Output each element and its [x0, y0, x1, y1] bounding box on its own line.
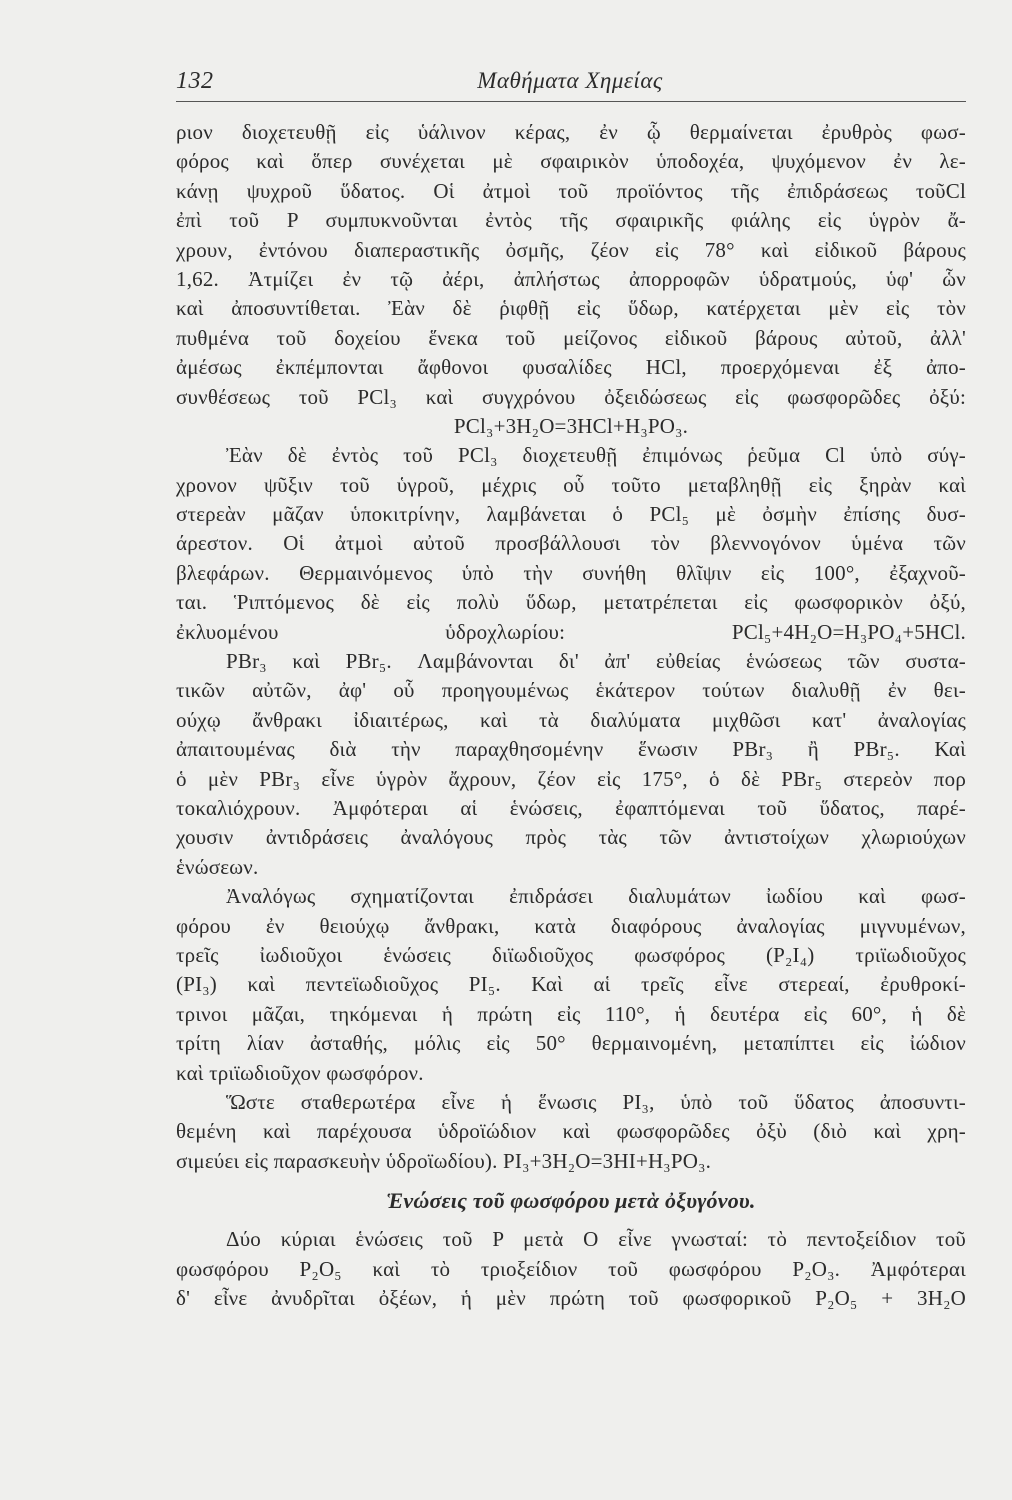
text-line: ἐπὶ τοῦ P συμπυκνοῦνται ἐντὸς τῆς σφαιρικῆς φιάλης εἰς ὑγρὸν ἄ- — [176, 208, 966, 233]
text-line: Ὥστε σταθερωτέρα εἶνε ἡ ἕνωσις PI₃, ὑπὸ τοῦ ὕδατος ἀποσυντι- — [226, 1089, 966, 1114]
text-line: καὶ ἀποσυντίθεται. Ἐὰν δὲ ῥιφθῇ εἰς ὕδωρ, κατέρχεται μὲν εἰς τὸν — [176, 296, 966, 321]
text-line: ἀμέσως ἐκπέμπονται ἄφθονοι φυσαλίδες HCl, προερχόμεναι ἐξ ἀπο- — [176, 355, 966, 380]
text-line: τικῶν αὐτῶν, ἀφ' οὗ προηγουμένως ἑκάτερον τούτων διαλυθῇ ἐν θει- — [176, 678, 966, 703]
equation: PCl₃+3H₂O=3HCl+H₃PO₃. — [453, 413, 689, 438]
text-line: ἐκλυομένου ὑδροχλωρίου: PCl₅+4H₂O=H₃PO₄+5HCl. — [176, 619, 966, 644]
paragraph — [176, 647, 966, 882]
text-line: χρονον ψῦξιν τοῦ ὑγροῦ, μέχρις οὗ τοῦτο μεταβληθῇ εἰς ξηρὰν καὶ — [176, 472, 966, 497]
text-line: τρίτη λίαν ἀσταθής, μόλις εἰς 50° θερμαινομένη, μεταπίπτει εἰς ἰώδιον — [176, 1031, 966, 1056]
text-line: ἀπαιτουμένας διὰ τὴν παραχθησομένην ἕνωσιν PBr₃ ἢ PBr₅. Καὶ — [176, 737, 966, 762]
text-line: 1,62. Ἀτμίζει ἐν τῷ ἀέρι, ἀπλήστως ἀπορροφῶν ὑδρατμούς, ὑφ' ὧν — [176, 266, 966, 291]
text-line: PBr₃ καὶ PBr₅. Λαμβάνονται δι' ἀπ' εὐθείας ἑνώσεως τῶν συστα- — [226, 649, 966, 674]
page-body — [176, 118, 966, 1314]
text-line: τρινοι μᾶζαι, τηκόμεναι ἡ πρώτη εἰς 110°, ἡ δευτέρα εἰς 60°, ἡ δὲ — [176, 1001, 966, 1026]
text-line: θεμένη καὶ παρέχουσα ὑδροϊώδιον καὶ φωσφορῶδες ὀξὺ (διὸ καὶ χρη- — [176, 1119, 966, 1144]
text-line: ὁ μὲν PBr₃ εἶνε ὑγρὸν ἄχρουν, ζέον εἰς 175°, ὁ δὲ PBr₅ στερεὸν πορ — [176, 766, 966, 791]
text-line: χουσιν ἀντιδράσεις ἀναλόγους πρὸς τὰς τῶν ἀντιστοίχων χλωριούχων — [176, 825, 966, 850]
page-number: 132 — [176, 68, 214, 94]
text-line: φόρος καὶ ὅπερ συνέχεται μὲ σφαιρικὸν ὑποδοχέα, ψυχόμενον ἐν λε- — [176, 149, 966, 174]
text-line: χρουν, ἐντόνου διαπεραστικῆς ὀσμῆς, ζέον εἰς 78° καὶ εἰδικοῦ βάρους — [176, 237, 966, 262]
text-line: ἑνώσεων. — [176, 854, 259, 879]
text-line: άρεστον. Οἱ ἀτμοὶ αὐτοῦ προσβάλλουσι τὸν βλεννογόνον ὑμένα τῶν — [176, 531, 966, 556]
text-line: συνθέσεως τοῦ PCl₃ καὶ συγχρόνου ὀξειδώσεως εἰς φωσφορῶδες ὀξύ: — [176, 384, 966, 409]
paragraph — [176, 882, 966, 1088]
running-title: Μαθήματα Χημείας — [477, 68, 663, 93]
text-line: (PI₃) καὶ πεντεϊωδιοῦχος PI₅. Καὶ αἱ τρεῖς εἶνε στερεαί, ἐρυθροκί- — [176, 972, 966, 997]
paragraph — [176, 1225, 966, 1313]
text-line: ριον διοχετευθῇ εἰς ὑάλινον κέρας, ἐν ᾧ θερμαίνεται ἐρυθρὸς φωσ- — [176, 120, 966, 144]
text-line: βλεφάρων. Θερμαινόμενος ὑπὸ τὴν συνήθη θλῖψιν εἰς 100°, ἐξαχνοῦ- — [176, 560, 966, 585]
section-heading: Ἑνώσεις τοῦ φωσφόρου μετὰ ὀξυγόνου. — [386, 1188, 756, 1214]
text-line: σιμεύει εἰς παρασκευὴν ὑδροϊωδίου). PI₃+3H₂O=3HI+H₃PO₃. — [176, 1148, 712, 1173]
text-line: καὶ τριϊωδιοῦχον φωσφόρον. — [176, 1060, 424, 1085]
text-line: τοκαλιόχρουν. Ἀμφότεραι αἱ ἑνώσεις, ἐφαπτόμεναι τοῦ ὕδατος, παρέ- — [176, 795, 966, 820]
text-line: στερεὰν μᾶζαν ὑποκιτρίνην, λαμβάνεται ὁ PCl₅ μὲ ὀσμὴν ἐπίσης δυσ- — [176, 502, 966, 527]
header-rule — [176, 101, 966, 102]
paragraph — [176, 441, 966, 647]
text-line: Ἐὰν δὲ ἐντὸς τοῦ PCl₃ διοχετευθῇ ἐπιμόνως ῥεῦμα Cl ὑπὸ σύγ- — [226, 443, 966, 468]
text-line: τρεῖς ἰωδιοῦχοι ἑνώσεις διϊωδιοῦχος φωσφόρος (P₂I₄) τριϊωδιοῦχος — [176, 942, 966, 967]
text-line: κάνῃ ψυχροῦ ὕδατος. Οἱ ἀτμοὶ τοῦ προϊόντος τῆς ἐπιδράσεως τοῦCl — [176, 178, 966, 203]
page-header — [176, 66, 964, 102]
paragraph — [176, 1088, 966, 1176]
text-line: ούχῳ ἄνθρακι ἰδιαιτέρως, καὶ τὰ διαλύματα μιχθῶσι κατ' ἀναλογίας — [176, 707, 966, 732]
text-line: πυθμένα τοῦ δοχείου ἕνεκα τοῦ μείζονος εἰδικοῦ βάρους αὐτοῦ, ἀλλ' — [176, 325, 966, 350]
paragraph — [176, 118, 966, 441]
text-line: Δύο κύριαι ἑνώσεις τοῦ P μετὰ O εἶνε γνωσταί: τὸ πεντοξείδιον τοῦ — [226, 1227, 966, 1252]
text-line: ται. Ῥιπτόμενος δὲ εἰς πολὺ ὕδωρ, μετατρέπεται εἰς φωσφορικὸν ὀξύ, — [176, 590, 966, 615]
text-line: Ἀναλόγως σχηματίζονται ἐπιδράσει διαλυμάτων ἰωδίου καὶ φωσ- — [226, 884, 966, 909]
text-line: φόρου ἐν θειούχῳ ἄνθρακι, κατὰ διαφόρους ἀναλογίας μιγνυμένων, — [176, 913, 966, 938]
text-line: δ' εἶνε ἀνυδρῖται ὀξέων, ἡ μὲν πρώτη τοῦ φωσφορικοῦ P₂O₅ + 3H₂O — [176, 1286, 966, 1311]
text-line: φωσφόρου P₂O₅ καὶ τὸ τριοξείδιον τοῦ φωσφόρου P₂O₃. Ἀμφότεραι — [176, 1256, 966, 1281]
